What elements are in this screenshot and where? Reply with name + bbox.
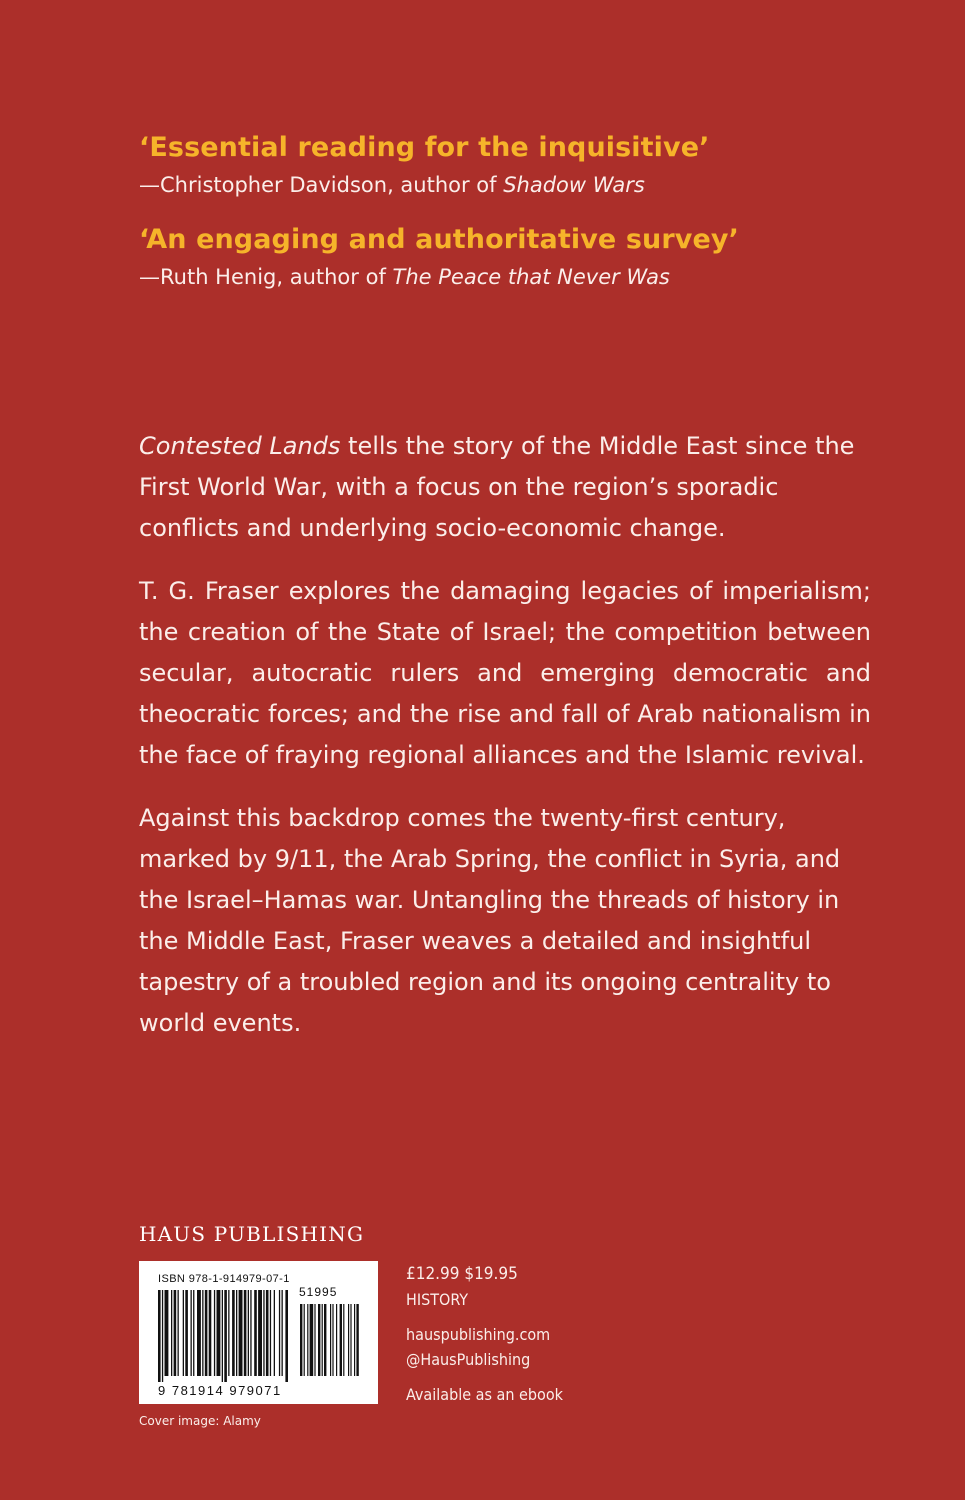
- isbn-barcode: [139, 1261, 378, 1404]
- endorsement-quote: ‘Essential reading for the inquisitive’: [139, 132, 710, 163]
- cover-image-credit: Cover image: Alamy: [139, 1414, 261, 1428]
- barcode-digits: 9 781914 979071: [158, 1383, 282, 1398]
- endorsement: [139, 220, 899, 294]
- description-paragraph-2: T. G. Fraser explores the damaging legacies of imperialism; the creation of the State of Israel; the competition between secular, autocratic rulers and emerging democratic and theocratic forces; and the rise and fall of Arab nationalism in the face of fraying regional alliances and the Islamic revival.: [139, 577, 871, 769]
- attribution-book-title: The Peace that Never Was: [392, 265, 670, 289]
- description-text: tells the story of the Middle East since the First World War, with a focus on the region’s sporadic conflicts and underlying socio-economic change.: [139, 432, 855, 542]
- endorsement-attribution: [139, 168, 899, 202]
- book-info: [406, 1262, 563, 1407]
- description-paragraph-1: [139, 426, 871, 549]
- category: HISTORY: [406, 1290, 469, 1309]
- barcode-bars-icon: [158, 1290, 363, 1382]
- book-title: Contested Lands: [139, 432, 341, 460]
- barcode-addon: 51995: [299, 1285, 338, 1299]
- attribution-prefix: —Ruth Henig, author of: [139, 265, 393, 289]
- ebook-note: Available as an ebook: [406, 1385, 563, 1404]
- price: £12.99 $19.95: [406, 1264, 518, 1284]
- endorsement-quote: ‘An engaging and authoritative survey’: [139, 224, 739, 255]
- social-handle: @HausPublishing: [406, 1350, 531, 1369]
- endorsement-attribution: [139, 260, 899, 294]
- endorsements: [139, 128, 899, 312]
- endorsement: [139, 128, 899, 202]
- description-paragraph-3: Against this backdrop comes the twenty-first century, marked by 9/11, the Arab Spring, the conflict in Syria, and the Israel–Hamas war. Untangling the threads of history in the Middle East, Fraser weaves a detailed and insightful tapestry of a troubled region and its ongoing centrality to world events.: [139, 804, 841, 1037]
- attribution-prefix: —Christopher Davidson, author of: [139, 173, 504, 197]
- publisher-name: HAUS PUBLISHING: [139, 1222, 365, 1246]
- website: hauspublishing.com: [406, 1325, 551, 1344]
- attribution-book-title: Shadow Wars: [503, 173, 645, 197]
- book-description: [139, 426, 871, 1066]
- isbn-number: ISBN 978-1-914979-07-1: [158, 1273, 290, 1285]
